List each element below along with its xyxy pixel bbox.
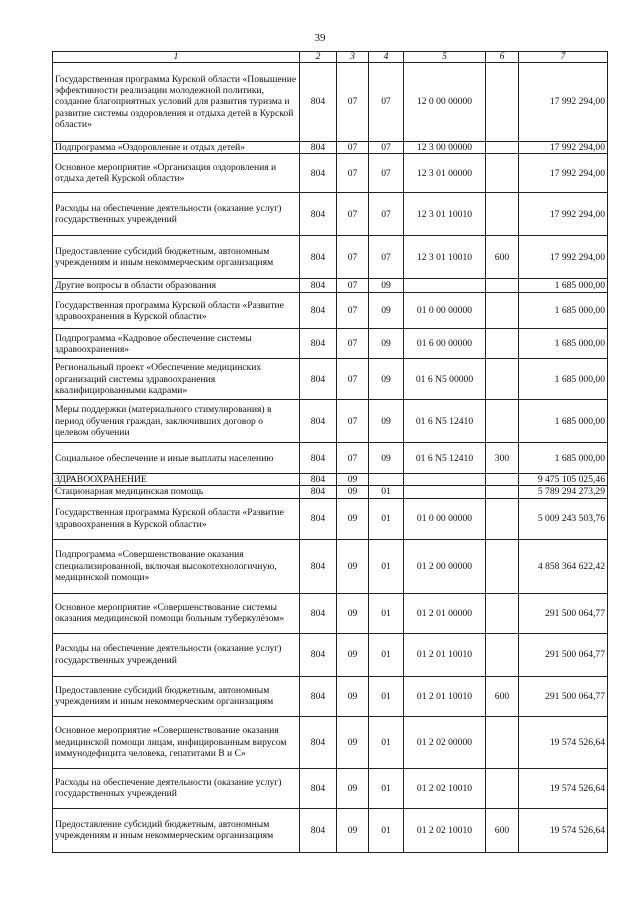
table-row: [53, 142, 608, 154]
row-ministry-code: 804: [300, 359, 337, 400]
row-target-article: 01 2 02 10010: [404, 808, 486, 852]
table-row: [53, 539, 608, 593]
row-expense-type: [486, 486, 519, 498]
row-target-article: 01 6 00 00000: [404, 329, 486, 359]
row-expense-type: [486, 63, 519, 142]
row-amount: 17 992 294,00: [519, 63, 608, 142]
row-ministry-code: 804: [300, 539, 337, 593]
row-section-code: 09: [337, 539, 369, 593]
row-subsection-code: 09: [369, 443, 404, 474]
table-row: [53, 329, 608, 359]
row-ministry-code: 804: [300, 63, 337, 142]
row-target-article: 01 2 02 00000: [404, 716, 486, 768]
row-subsection-code: 09: [369, 293, 404, 329]
column-number: 3: [337, 52, 369, 63]
row-ministry-code: 804: [300, 154, 337, 193]
row-subsection-code: 09: [369, 279, 404, 293]
row-section-code: 09: [337, 593, 369, 633]
row-name: Другие вопросы в области образования: [53, 279, 300, 293]
row-section-code: 07: [337, 279, 369, 293]
column-number: 7: [519, 52, 608, 63]
row-name: Основное мероприятие «Совершенствование оказания медицинской помощи лицам, инфицированным вирусом иммунодефицита человека, гепатитами B и C»: [53, 716, 300, 768]
row-name: Государственная программа Курской области «Развитие здравоохранения в Курской области»: [53, 293, 300, 329]
row-section-code: 09: [337, 633, 369, 676]
table-row: [53, 193, 608, 236]
row-expense-type: [486, 193, 519, 236]
row-amount: 17 992 294,00: [519, 142, 608, 154]
row-ministry-code: 804: [300, 193, 337, 236]
row-name: Подпрограмма «Кадровое обеспечение системы здравоохранения»: [53, 329, 300, 359]
column-number: 2: [300, 52, 337, 63]
row-name: Предоставление субсидий бюджетным, автономным учреждениям и иным некоммерческим организациям: [53, 808, 300, 852]
row-subsection-code: 09: [369, 359, 404, 400]
row-section-code: 09: [337, 808, 369, 852]
table-row: [53, 676, 608, 716]
row-amount: 1 685 000,00: [519, 359, 608, 400]
table-row: [53, 443, 608, 474]
row-section-code: 07: [337, 359, 369, 400]
table-row: [53, 154, 608, 193]
row-expense-type: [486, 474, 519, 486]
row-section-code: 09: [337, 486, 369, 498]
row-expense-type: [486, 142, 519, 154]
row-name: Основное мероприятие «Организация оздоровления и отдыха детей Курской области»: [53, 154, 300, 193]
row-ministry-code: 804: [300, 676, 337, 716]
row-name: ЗДРАВООХРАНЕНИЕ: [53, 474, 300, 486]
row-expense-type: [486, 293, 519, 329]
row-subsection-code: 09: [369, 329, 404, 359]
row-name: Предоставление субсидий бюджетным, автономным учреждениям и иным некоммерческим организациям: [53, 676, 300, 716]
row-amount: 5 789 294 273,29: [519, 486, 608, 498]
row-amount: 17 992 294,00: [519, 236, 608, 279]
row-expense-type: [486, 154, 519, 193]
row-ministry-code: 804: [300, 474, 337, 486]
row-section-code: 09: [337, 474, 369, 486]
row-ministry-code: 804: [300, 329, 337, 359]
row-name: Расходы на обеспечение деятельности (оказание услуг) государственных учреждений: [53, 193, 300, 236]
row-ministry-code: 804: [300, 633, 337, 676]
row-name: Государственная программа Курской области «Развитие здравоохранения в Курской области»: [53, 498, 300, 539]
row-amount: 5 009 243 503,76: [519, 498, 608, 539]
row-expense-type: [486, 593, 519, 633]
row-expense-type: [486, 279, 519, 293]
row-target-article: 01 6 N5 00000: [404, 359, 486, 400]
table-row: [53, 498, 608, 539]
row-name: Основное мероприятие «Совершенствование системы оказания медицинской помощи больным туберкулёзом»: [53, 593, 300, 633]
row-expense-type: [486, 359, 519, 400]
row-subsection-code: 01: [369, 768, 404, 808]
table-row: [53, 279, 608, 293]
row-subsection-code: 01: [369, 633, 404, 676]
row-subsection-code: 01: [369, 676, 404, 716]
row-section-code: 07: [337, 236, 369, 279]
row-expense-type: [486, 539, 519, 593]
row-ministry-code: 804: [300, 279, 337, 293]
table-row: [53, 593, 608, 633]
row-expense-type: [486, 633, 519, 676]
row-section-code: 07: [337, 400, 369, 443]
column-number: 1: [53, 52, 300, 63]
row-expense-type: 600: [486, 676, 519, 716]
row-amount: 1 685 000,00: [519, 279, 608, 293]
row-section-code: 07: [337, 193, 369, 236]
row-subsection-code: 01: [369, 593, 404, 633]
row-amount: 4 858 364 622,42: [519, 539, 608, 593]
row-target-article: 01 2 01 10010: [404, 633, 486, 676]
row-subsection-code: 01: [369, 716, 404, 768]
table-row: [53, 293, 608, 329]
column-number: 4: [369, 52, 404, 63]
row-subsection-code: 07: [369, 142, 404, 154]
table-row: [53, 808, 608, 852]
row-amount: 291 500 064,77: [519, 633, 608, 676]
row-expense-type: [486, 768, 519, 808]
row-subsection-code: 01: [369, 808, 404, 852]
row-subsection-code: 01: [369, 486, 404, 498]
row-ministry-code: 804: [300, 142, 337, 154]
row-ministry-code: 804: [300, 593, 337, 633]
row-target-article: [404, 486, 486, 498]
row-name: Региональный проект «Обеспечение медицинских организаций системы здравоохранения квалифицированными кадрами»: [53, 359, 300, 400]
row-section-code: 07: [337, 329, 369, 359]
table-row: [53, 400, 608, 443]
row-ministry-code: 804: [300, 400, 337, 443]
row-target-article: 12 3 01 10010: [404, 193, 486, 236]
row-ministry-code: 804: [300, 443, 337, 474]
row-section-code: 09: [337, 676, 369, 716]
column-number: 6: [486, 52, 519, 63]
table-row: [53, 474, 608, 486]
row-target-article: 01 6 N5 12410: [404, 400, 486, 443]
row-amount: 19 574 526,64: [519, 716, 608, 768]
row-target-article: 12 3 00 00000: [404, 142, 486, 154]
row-ministry-code: 804: [300, 486, 337, 498]
row-expense-type: [486, 716, 519, 768]
row-expense-type: 600: [486, 808, 519, 852]
row-subsection-code: 07: [369, 63, 404, 142]
row-amount: 19 574 526,64: [519, 768, 608, 808]
row-subsection-code: 07: [369, 193, 404, 236]
row-name: Подпрограмма «Совершенствование оказания специализированной, включая высокотехнологичную, медицинской помощи»: [53, 539, 300, 593]
row-target-article: 12 3 01 00000: [404, 154, 486, 193]
row-section-code: 07: [337, 63, 369, 142]
table-row: [53, 633, 608, 676]
row-expense-type: [486, 329, 519, 359]
page-number: 39: [314, 32, 326, 44]
row-ministry-code: 804: [300, 498, 337, 539]
row-section-code: 09: [337, 768, 369, 808]
row-target-article: 12 3 01 10010: [404, 236, 486, 279]
row-subsection-code: 07: [369, 154, 404, 193]
row-section-code: 07: [337, 293, 369, 329]
budget-table: [52, 51, 608, 853]
row-subsection-code: 07: [369, 236, 404, 279]
row-name: Меры поддержки (материального стимулирования) в период обучения граждан, заключивших договор о целевом обучении: [53, 400, 300, 443]
row-expense-type: [486, 400, 519, 443]
row-amount: 1 685 000,00: [519, 293, 608, 329]
row-name: Подпрограмма «Оздоровление и отдых детей»: [53, 142, 300, 154]
row-section-code: 07: [337, 142, 369, 154]
row-name: Расходы на обеспечение деятельности (оказание услуг) государственных учреждений: [53, 633, 300, 676]
row-target-article: 01 6 N5 12410: [404, 443, 486, 474]
row-amount: 17 992 294,00: [519, 154, 608, 193]
row-expense-type: 600: [486, 236, 519, 279]
table-row: [53, 359, 608, 400]
row-target-article: 01 2 00 00000: [404, 539, 486, 593]
row-name: Расходы на обеспечение деятельности (оказание услуг) государственных учреждений: [53, 768, 300, 808]
row-ministry-code: 804: [300, 293, 337, 329]
row-ministry-code: 804: [300, 716, 337, 768]
row-amount: 291 500 064,77: [519, 676, 608, 716]
row-target-article: [404, 474, 486, 486]
table-row: [53, 486, 608, 498]
row-section-code: 07: [337, 154, 369, 193]
table-row: [53, 63, 608, 142]
table-row: [53, 236, 608, 279]
row-target-article: 01 2 02 10010: [404, 768, 486, 808]
row-amount: 291 500 064,77: [519, 593, 608, 633]
row-subsection-code: 01: [369, 498, 404, 539]
row-name: Социальное обеспечение и иные выплаты населению: [53, 443, 300, 474]
row-subsection-code: [369, 474, 404, 486]
row-ministry-code: 804: [300, 236, 337, 279]
row-expense-type: 300: [486, 443, 519, 474]
column-number-row: [53, 52, 608, 63]
row-ministry-code: 804: [300, 768, 337, 808]
row-subsection-code: 01: [369, 539, 404, 593]
row-section-code: 09: [337, 716, 369, 768]
row-expense-type: [486, 498, 519, 539]
row-amount: 19 574 526,64: [519, 808, 608, 852]
row-name: Государственная программа Курской области «Повышение эффективности реализации молодежной политики, создание благоприятных условий для развития туризма и развитие системы оздоровления и отдыха детей в Курской области»: [53, 63, 300, 142]
table-row: [53, 716, 608, 768]
row-section-code: 09: [337, 498, 369, 539]
table-row: [53, 768, 608, 808]
row-amount: 1 685 000,00: [519, 443, 608, 474]
row-name: Предоставление субсидий бюджетным, автономным учреждениям и иным некоммерческим организациям: [53, 236, 300, 279]
row-target-article: 01 0 00 00000: [404, 498, 486, 539]
row-target-article: [404, 279, 486, 293]
row-amount: 1 685 000,00: [519, 329, 608, 359]
row-amount: 9 475 105 025,46: [519, 474, 608, 486]
row-target-article: 01 2 01 00000: [404, 593, 486, 633]
column-number: 5: [404, 52, 486, 63]
row-target-article: 01 0 00 00000: [404, 293, 486, 329]
row-section-code: 07: [337, 443, 369, 474]
row-ministry-code: 804: [300, 808, 337, 852]
row-target-article: 12 0 00 00000: [404, 63, 486, 142]
row-target-article: 01 2 01 10010: [404, 676, 486, 716]
row-name: Стационарная медицинская помощь: [53, 486, 300, 498]
row-subsection-code: 09: [369, 400, 404, 443]
row-amount: 17 992 294,00: [519, 193, 608, 236]
row-amount: 1 685 000,00: [519, 400, 608, 443]
